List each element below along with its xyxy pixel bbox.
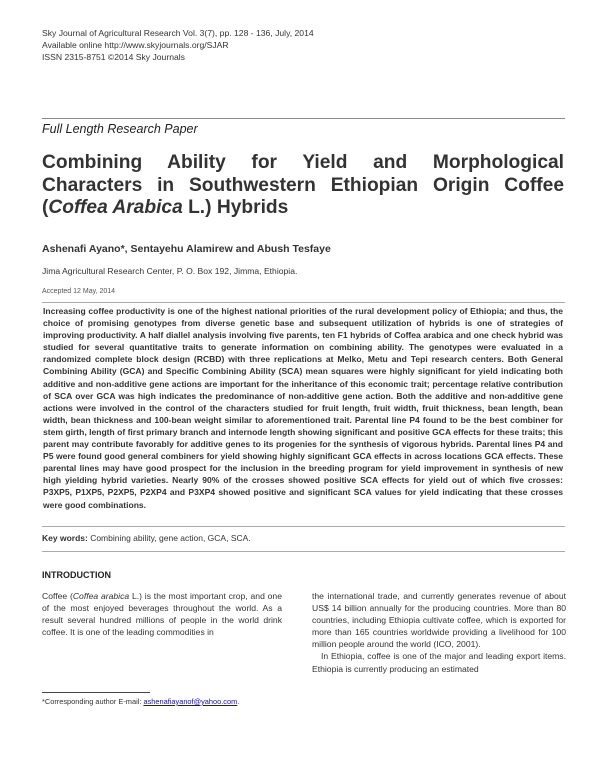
abstract-top-divider bbox=[42, 302, 565, 303]
footnote: *Corresponding author E-mail: ashenafiayanof@yahoo.com. bbox=[42, 697, 240, 706]
journal-online-link: Available online http://www.skyjournals.org/SJAR bbox=[42, 40, 229, 50]
intro-left-column bbox=[42, 590, 282, 638]
title-line-1: Combining Ability for Yield and Morphological bbox=[42, 152, 564, 173]
footnote-label: *Corresponding author E-mail: bbox=[42, 697, 144, 706]
title-species: Coffea Arabica bbox=[48, 197, 183, 218]
footnote-rule bbox=[42, 692, 150, 693]
keywords-divider bbox=[42, 551, 565, 552]
intro-paragraph-right-1: the international trade, and currently generates revenue of about US$ 14 billion annually for the producing countries. More than 80 countries, including Ethiopia cultivate coffee, which is exported for more than 165 countries worldwide providing a livelihood for 100 million people around the world (ICO, 2001). bbox=[312, 591, 566, 650]
intro-paragraph-right-2: In Ethiopia, coffee is one of the major and leading export items. Ethiopia is currently producing an estimated bbox=[312, 651, 566, 674]
paper-type: Full Length Research Paper bbox=[42, 122, 198, 136]
accepted-date: Accepted 12 May, 2014 bbox=[42, 288, 116, 295]
keywords-text: Combining ability, gene action, GCA, SCA. bbox=[87, 533, 251, 543]
header-divider bbox=[42, 118, 565, 119]
paper-title bbox=[42, 152, 564, 220]
title-line-3: (Coffea Arabica L.) Hybrids bbox=[42, 197, 289, 218]
intro-paragraph-1: Coffee (Coffea arabica L.) is the most important crop, and one of the most enjoyed beverages throughout the world. As a result several hundred millions of people in the world drink coffee. It is one of the leading commodities in bbox=[42, 591, 282, 638]
journal-issn: ISSN 2315-8751 ©2014 Sky Journals bbox=[42, 52, 185, 62]
intro-right-column bbox=[312, 590, 566, 675]
authors: Ashenafi Ayano*, Sentayehu Alamirew and Abush Tesfaye bbox=[42, 243, 331, 255]
journal-header bbox=[42, 27, 314, 63]
abstract: Increasing coffee productivity is one of the highest national priorities of the rural development policy of Ethiopia; and thus, the choice of promising genotypes from diverse genetic base and subsequent utilization of hybrids is one of strategies of improving productivity. A half diallel analysis involving five parents, ten F1 hybrids of Coffea arabica and one check hybrid was studied for several quantitative traits to generate information on combining ability. The genotypes were evaluated in a randomized complete block design (RCBD) with three replications at Melko, Metu and Tepi research centers. Both General Combining Ability (GCA) and Specific Combining Ability (SCA) mean squares were highly significant for yield indicating both additive and non-additive gene actions are important for the inheritance of this economic trait; percentage relative contribution of SCA over GCA was high indicates the predominance of non-additive gene action. Both the additive and non-additive gene actions were involved in the control of the characters studied for fruit length, fruit width, fruit thickness, bean length, bean width, bean thickness and 100-bean weight similar to aforementioned trait. Parental line P4 found to be the best combiner for stem girth, length of first primary branch and internode length showing significant and positive GCA effects for these traits; this parent may contribute favorably for additive genes to its progenies for the synthesis of vigorous hybrids. Parental lines P4 and P5 were found good general combiners for yield showing highly significant GCA effects in across locations GCA effects. These parental lines may have good prospect for the inclusion in the breeding program for yield improvement in synthesis of new high yielding hybrid varieties. Nearly 90% of the crosses showed positive SCA effects for yield out of which five crosses: P3XP5, P1XP5, P2XP5, P2XP4 and P3XP4 showed positive and significant SCA values for yield indicating that these crosses were good combinations. bbox=[43, 306, 563, 510]
affiliation: Jima Agricultural Research Center, P. O. Box 192, Jimma, Ethiopia. bbox=[42, 266, 298, 276]
title-line-2: Characters in Southwestern Ethiopian Origin Coffee bbox=[42, 174, 564, 196]
keywords-label: Key words: bbox=[42, 533, 88, 543]
abstract-bottom-divider bbox=[42, 526, 565, 527]
author-email-link[interactable]: ashenafiayanof@yahoo.com bbox=[143, 697, 238, 706]
keywords bbox=[42, 533, 251, 543]
journal-citation: Sky Journal of Agricultural Research Vol. 3(7), pp. 128 - 136, July, 2014 bbox=[42, 28, 314, 38]
introduction-heading: INTRODUCTION bbox=[42, 570, 111, 580]
